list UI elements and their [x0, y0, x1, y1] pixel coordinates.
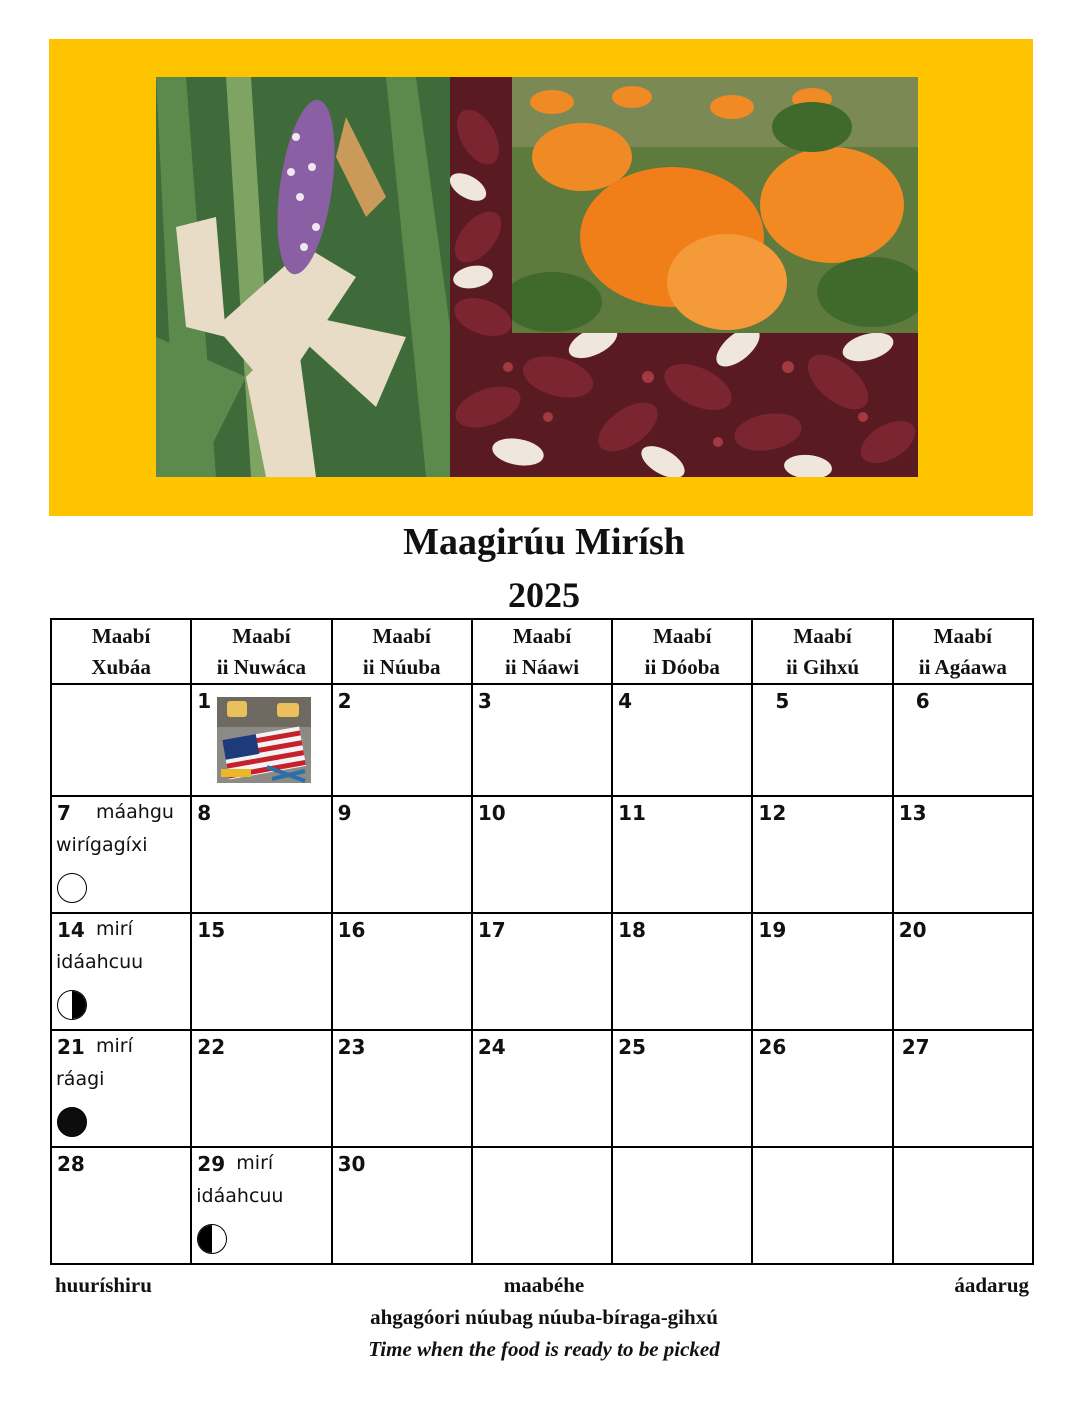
day-cell: [752, 684, 892, 796]
weekday-label: Maabí: [933, 623, 993, 648]
day-number: 15: [197, 918, 226, 942]
day-cell: [472, 1030, 612, 1147]
week-row: [51, 684, 1033, 796]
first-quarter-moon-icon: [197, 1224, 227, 1254]
weekday-header: [51, 619, 191, 684]
day-cell: [51, 913, 191, 1030]
weekday-label: Maabí: [232, 623, 291, 648]
weekday-header-row: [51, 619, 1033, 684]
day-cell: [51, 684, 191, 796]
last-quarter-moon-icon: [57, 990, 87, 1020]
day-number: 23: [337, 1035, 366, 1059]
new-moon-icon: [57, 1107, 87, 1137]
day-cell: [472, 913, 612, 1030]
weekday-header: [472, 619, 612, 684]
week-row: [51, 913, 1033, 1030]
day-number: 1: [197, 689, 212, 713]
day-number: 24: [477, 1035, 506, 1059]
weekday-label: Maabí: [372, 623, 431, 648]
day-cell: [472, 684, 612, 796]
day-number: 26: [758, 1035, 787, 1059]
weekday-name: ii Náawi: [504, 654, 580, 679]
day-cell: [191, 684, 331, 796]
moon-phase-label: mirí: [96, 918, 133, 940]
weekday-label: Maabí: [512, 623, 572, 648]
weekday-name: ii Núuba: [362, 654, 441, 679]
day-number: 10: [477, 801, 506, 825]
day-cell: [893, 1030, 1033, 1147]
day-number: 29: [197, 1152, 226, 1176]
moon-phase-label: mirí: [96, 1035, 133, 1057]
day-cell: [191, 1147, 331, 1264]
day-cell: [752, 913, 892, 1030]
weekday-label: Maabí: [91, 623, 151, 648]
day-number: 17: [477, 918, 506, 942]
footer-translation: Time when the food is ready to be picked: [368, 1337, 720, 1361]
day-number: 28: [57, 1152, 85, 1176]
weekday-header: [191, 619, 331, 684]
day-cell: [893, 796, 1033, 913]
day-number: 5: [775, 689, 790, 713]
calendar-title: Maagirúu Mirísh: [403, 521, 685, 563]
weekday-label: Maabí: [793, 623, 852, 648]
day-number: 30: [337, 1152, 366, 1176]
day-number: 11: [618, 801, 646, 825]
labor-day-flag-tools-photo: [217, 697, 311, 783]
weekday-name: ii Dóoba: [644, 654, 720, 679]
day-cell: [51, 1030, 191, 1147]
day-number: 20: [898, 918, 927, 942]
day-cell: [612, 1147, 752, 1264]
day-cell: [472, 1147, 612, 1264]
day-cell: [191, 1030, 331, 1147]
footer-right-label: áadarug: [954, 1273, 1029, 1297]
day-cell: [612, 684, 752, 796]
footer-phrase: ahgagóori núubag núuba-bíraga-gihxú: [370, 1305, 718, 1329]
weekday-name: ii Agáawa: [918, 654, 1007, 679]
day-cell: [332, 1147, 472, 1264]
moon-phase-label: idáahcuu: [56, 951, 144, 973]
day-cell: [752, 796, 892, 913]
day-number: 16: [337, 918, 366, 942]
day-cell: [893, 913, 1033, 1030]
footer-center-label: maabéhe: [503, 1273, 585, 1297]
corn-photo: [156, 77, 450, 477]
day-number: 8: [197, 801, 212, 825]
pumpkins-photo: [512, 77, 918, 333]
day-cell: [51, 1147, 191, 1264]
day-cell: [893, 1147, 1033, 1264]
weekday-name: ii Nuwáca: [216, 654, 307, 679]
day-number: 7: [57, 801, 71, 825]
moon-phase-label: máahgu: [96, 801, 174, 823]
day-number: 12: [758, 801, 787, 825]
day-cell: [752, 1030, 892, 1147]
day-cell: [612, 913, 752, 1030]
moon-phase-label: idáahcuu: [196, 1185, 284, 1207]
day-number: 9: [337, 801, 352, 825]
calendar-grid: [50, 618, 1034, 1265]
weekday-header: [332, 619, 472, 684]
week-row: [51, 1147, 1033, 1264]
week-row: [51, 796, 1033, 913]
photo-banner: [49, 39, 1033, 516]
calendar-year: 2025: [508, 575, 580, 615]
full-moon-icon: [57, 873, 87, 903]
day-cell: [51, 796, 191, 913]
day-number: 3: [477, 689, 492, 713]
weekday-header: [752, 619, 892, 684]
day-number: 14: [57, 918, 85, 942]
day-cell: [612, 1030, 752, 1147]
day-cell: [191, 796, 331, 913]
day-cell: [332, 1030, 472, 1147]
day-number: 21: [57, 1035, 85, 1059]
weekday-name: Xubáa: [91, 654, 151, 679]
moon-phase-label: mirí: [236, 1152, 274, 1174]
day-number: 18: [618, 918, 646, 942]
weekday-name: ii Gihxú: [786, 654, 860, 679]
day-number: 19: [758, 918, 787, 942]
moon-phase-label: wirígagíxi: [56, 834, 148, 856]
day-number: 27: [901, 1035, 930, 1059]
day-cell: [191, 913, 331, 1030]
weekday-header: [893, 619, 1033, 684]
weekday-header: [612, 619, 752, 684]
day-number: 25: [618, 1035, 646, 1059]
day-number: 13: [898, 801, 927, 825]
day-cell: [752, 1147, 892, 1264]
day-number: 2: [337, 689, 352, 713]
week-row: [51, 1030, 1033, 1147]
footer-left-label: huuríshiru: [55, 1273, 152, 1297]
day-number: 22: [197, 1035, 226, 1059]
day-cell: [332, 684, 472, 796]
weekday-label: Maabí: [653, 623, 712, 648]
day-cell: [332, 913, 472, 1030]
day-cell: [893, 684, 1033, 796]
day-cell: [612, 796, 752, 913]
day-cell: [472, 796, 612, 913]
day-number: 4: [618, 689, 633, 713]
day-cell: [332, 796, 472, 913]
moon-phase-label: ráagi: [56, 1068, 105, 1090]
day-number: 6: [915, 689, 930, 713]
